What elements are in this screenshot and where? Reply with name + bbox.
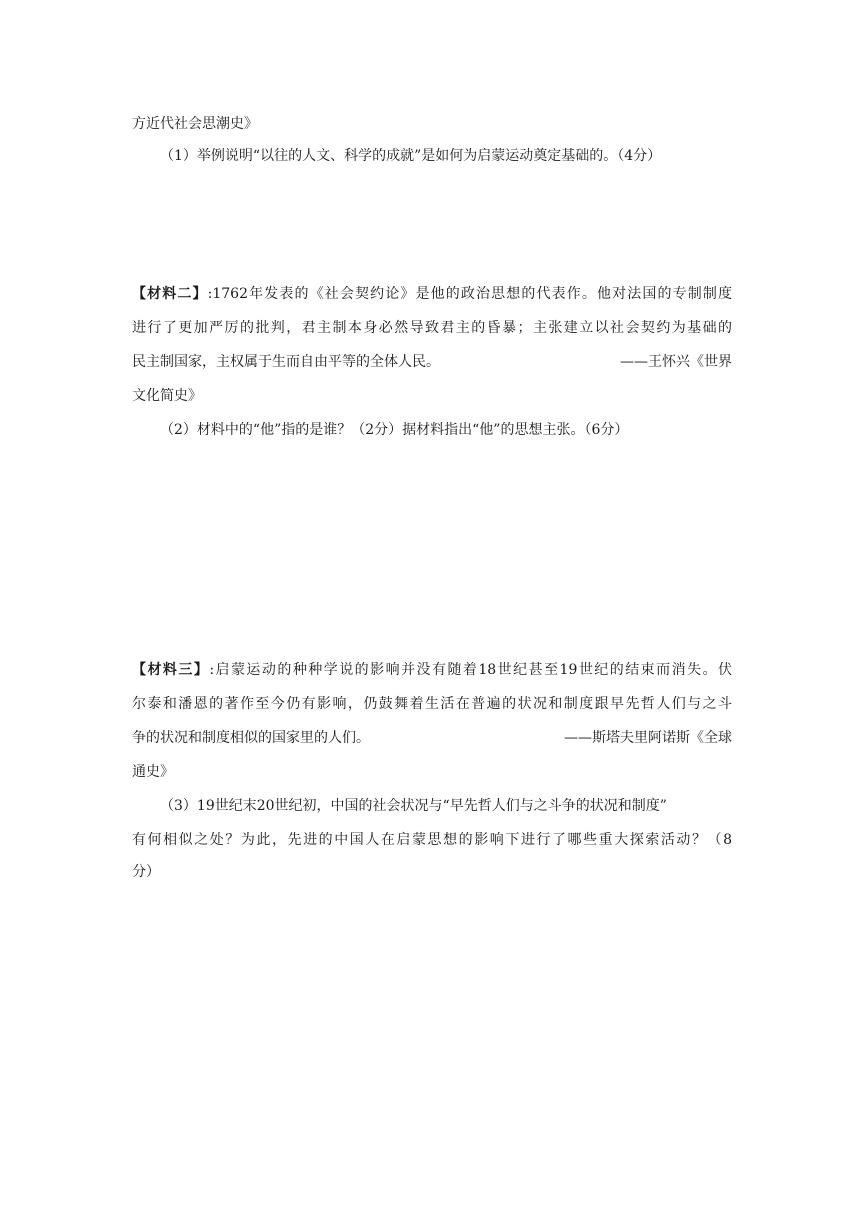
material-2-label: 【材料二】 [132,286,208,302]
material-3-line-1 [132,660,732,680]
material-3-line-3 [132,728,732,748]
material-2-line-2: 进行了更加严厉的批判，君主制本身必然导致君主的昏暴；主张建立以社会契约为基础的 [132,320,732,336]
material-3-line-2: 尔泰和潘恩的著作至今仍有影响，仍鼓舞着生活在普遍的状况和制度跟早先哲人们与之斗 [132,696,732,712]
question-1: （1）举例说明“以往的人文、科学的成就”是如何为启蒙运动奠定基础的。（4分） [160,148,662,164]
material-2-text-1: :1762年发表的《社会契约论》是他的政治思想的代表作。他对法国的专制制度 [207,286,733,302]
material-3-line-4: 通史》 [132,764,174,780]
material-3-text-3: 争的状况和制度相似的国家里的人们。 [132,730,370,746]
material-3-label: 【材料三】 [132,662,210,678]
intro-tail-text: 方近代社会思潮史》 [132,116,258,132]
question-2: （2）材料中的“他”指的是谁？（2分）据材料指出“他”的思想主张。（6分） [160,422,629,438]
question-3-line-1: （3）19世纪末20世纪初，中国的社会状况与“早先哲人们与之斗争的状况和制度” [160,798,667,814]
material-3-text-1: :启蒙运动的种种学说的影响并没有随着18世纪甚至19世纪的结束而消失。伏 [209,662,732,678]
material-3-citation: ——斯塔夫里阿诺斯《全球 [564,730,732,746]
material-2-line-1 [132,284,732,304]
question-3-line-2: 有何相似之处？为此，先进的中国人在启蒙思想的影响下进行了哪些重大探索活动？（8 [132,832,732,848]
question-3-line-3: 分） [132,864,160,880]
material-2-citation: ——王怀兴《世界 [620,354,732,370]
material-2-line-3 [132,352,732,372]
material-2-text-3: 民主制国家，主权属于生而自由平等的全体人民。 [132,354,440,370]
material-2-line-4: 文化简史》 [132,388,202,404]
